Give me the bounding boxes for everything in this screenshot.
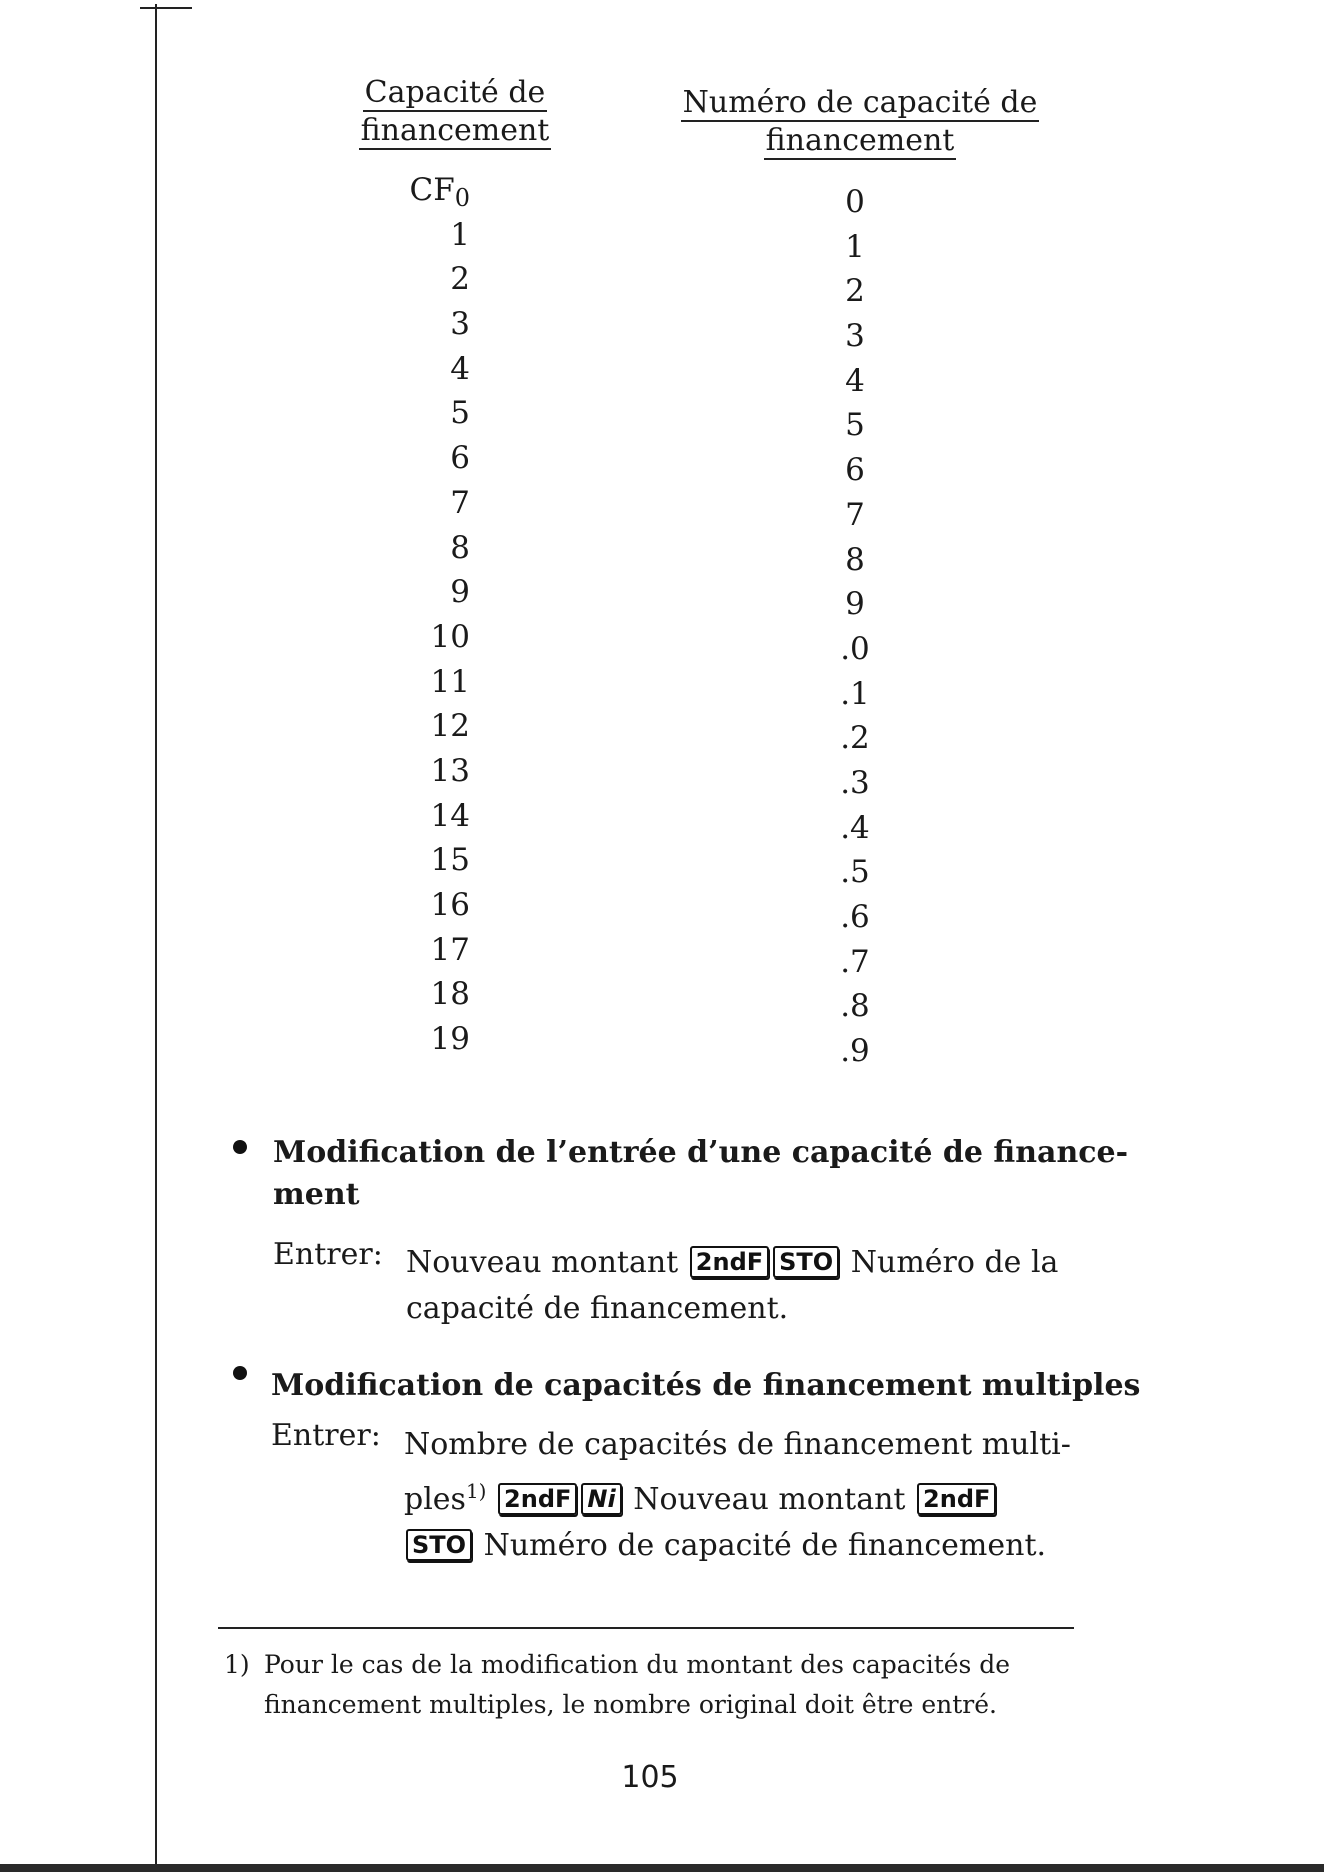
section1-title-line1: Modification de l’entrée d’une capacité de finance- [273, 1135, 1129, 1170]
num-cell: .5 [840, 854, 870, 891]
cf-cell: 1 [450, 216, 470, 253]
cf-cell: 2 [450, 261, 470, 298]
num-cell: 5 [845, 407, 865, 444]
bottom-edge [0, 1864, 1324, 1872]
num-cell: 6 [845, 452, 865, 489]
key-sto: STO [406, 1529, 472, 1561]
col2-header [670, 84, 1050, 160]
table-row [380, 172, 940, 220]
section1-title-line2: ment [273, 1177, 360, 1212]
num-cell: 2 [845, 273, 865, 310]
col1-header-line2: financement [360, 113, 550, 148]
cf-cell: 15 [430, 842, 470, 879]
num-cell: .9 [840, 1033, 870, 1070]
table-row [380, 752, 940, 801]
col1-header [340, 74, 570, 150]
table-row [380, 395, 940, 444]
cf-cell: 9 [450, 574, 470, 611]
table-row [380, 887, 940, 935]
num-cell: 4 [845, 362, 865, 399]
cf-cell: 17 [430, 931, 470, 968]
table-row [380, 931, 940, 980]
table-row [380, 529, 940, 578]
num-cell: .7 [840, 943, 870, 980]
section2-text-a: Nombre de capacités de financement multi- [404, 1427, 1071, 1462]
num-cell: 0 [845, 184, 865, 220]
num-cell: .4 [840, 809, 870, 846]
cf-cell: 4 [450, 350, 470, 387]
col2-header-line2: financement [765, 123, 955, 158]
footnote-line1: Pour le cas de la modification du montant des capacités de [264, 1650, 1011, 1679]
cf-cell: 11 [430, 663, 470, 700]
section2-text-b: ples [404, 1482, 466, 1517]
cf-cell: 10 [430, 618, 470, 655]
section1-label: Entrer: [273, 1237, 383, 1272]
table-row [380, 574, 940, 623]
col2-header-line1: Numéro de capacité de [682, 85, 1038, 120]
cf-cell: 8 [450, 529, 470, 566]
cf0-label [409, 172, 470, 212]
num-cell: 1 [845, 228, 865, 265]
num-cell: .0 [840, 630, 870, 667]
section2-text-d: Numéro de capacité de financement. [483, 1528, 1047, 1563]
section2-text-c: Nouveau montant [633, 1482, 906, 1517]
cf-cell: 19 [430, 1021, 470, 1058]
table-row [380, 440, 940, 489]
cf0-base: CF [409, 172, 455, 208]
table-row [380, 708, 940, 757]
num-cell: .8 [840, 988, 870, 1025]
cf-cell: 16 [430, 887, 470, 923]
table-row [380, 261, 940, 310]
section1-body [406, 1240, 1106, 1332]
cf-cell: 7 [450, 484, 470, 521]
table-row [380, 797, 940, 846]
section2-title: Modification de capacités de financement multiples [271, 1368, 1141, 1403]
section1-text-a: Nouveau montant [406, 1245, 679, 1280]
key-sto: STO [773, 1246, 839, 1278]
key-ni: Ni [581, 1483, 621, 1515]
num-cell: 9 [845, 586, 865, 623]
section1-text-c: capacité de financement. [406, 1291, 789, 1326]
footnote-mark: 1) [224, 1650, 250, 1679]
cash-flow-table [380, 172, 940, 1070]
key-2ndf: 2ndF [917, 1483, 996, 1515]
cf0-sub: 0 [454, 184, 470, 212]
key-2ndf: 2ndF [690, 1246, 769, 1278]
page-number: 105 [621, 1760, 679, 1795]
table-row [380, 350, 940, 399]
section1-title [273, 1132, 1128, 1216]
table-row [380, 618, 940, 667]
section2-body [404, 1422, 1104, 1569]
num-cell: 3 [845, 318, 865, 355]
margin-line [155, 4, 157, 1872]
footnote-text [264, 1645, 1074, 1725]
footnote-divider [218, 1627, 1074, 1629]
num-cell: 8 [845, 541, 865, 578]
key-2ndf: 2ndF [498, 1483, 577, 1515]
margin-tick [140, 7, 192, 9]
cf-cell: 5 [450, 395, 470, 432]
footnote [224, 1645, 1074, 1725]
cf-cell: 6 [450, 440, 470, 477]
num-cell: .1 [840, 675, 870, 712]
bullet-dot [233, 1140, 247, 1154]
num-cell: .3 [840, 764, 870, 801]
section2-label: Entrer: [271, 1418, 381, 1453]
cf-cell: 14 [430, 797, 470, 834]
table-row [380, 216, 940, 265]
num-cell: .2 [840, 720, 870, 757]
table-row [380, 976, 940, 1025]
cf-cell: 18 [430, 976, 470, 1013]
col1-header-line1: Capacité de [364, 75, 546, 110]
bullet-dot [233, 1366, 247, 1380]
table-row [380, 306, 940, 355]
table-row [380, 484, 940, 533]
cf-cell: 12 [430, 708, 470, 745]
cf-cell: 3 [450, 306, 470, 343]
num-cell: .6 [840, 899, 870, 935]
footnote-ref: 1) [465, 1479, 487, 1503]
section1-text-b: Numéro de la [850, 1245, 1059, 1280]
cf-cell: 13 [430, 752, 470, 789]
footnote-line2: financement multiples, le nombre original doit être entré. [264, 1690, 997, 1719]
table-row [380, 1021, 940, 1070]
table-row [380, 842, 940, 891]
num-cell: 7 [845, 496, 865, 533]
table-row [380, 663, 940, 712]
